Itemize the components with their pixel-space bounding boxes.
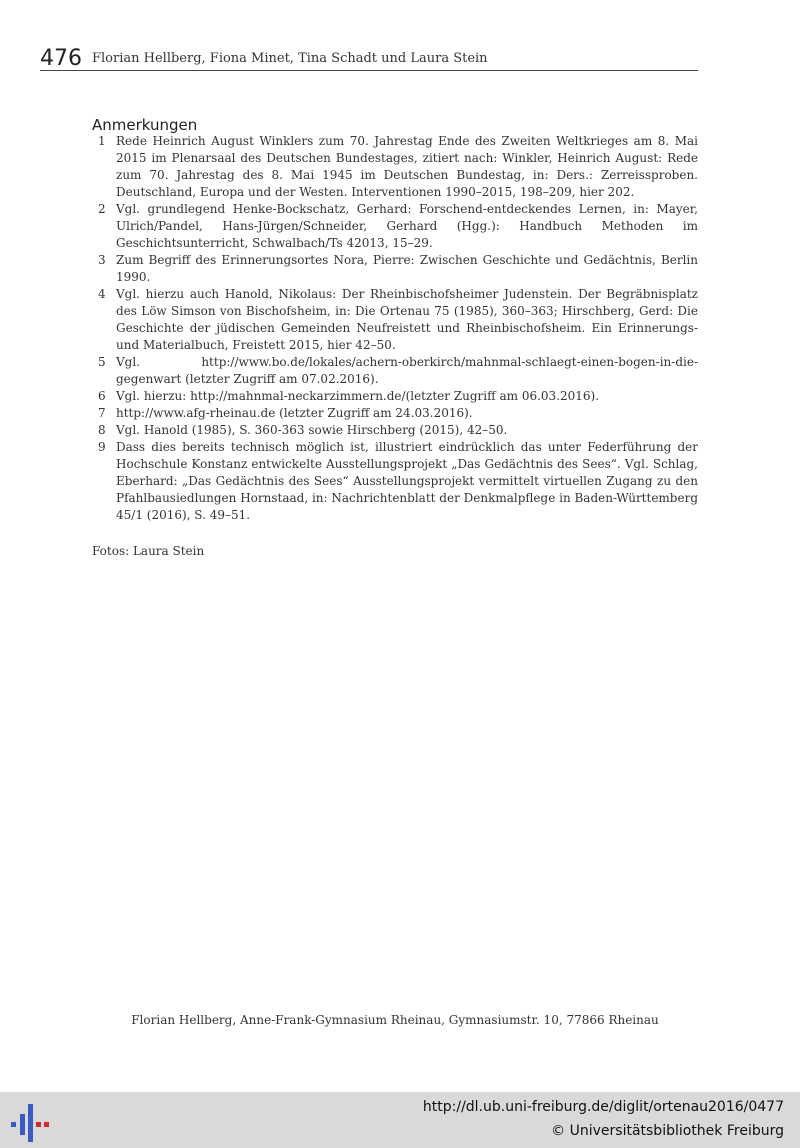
note-number: 7 bbox=[98, 406, 106, 420]
copyright-notice: © Universitätsbibliothek Freiburg bbox=[551, 1123, 784, 1139]
note-item bbox=[92, 439, 698, 524]
note-text: Zum Begriff des Erinnerungsortes Nora, Pierre: Zwischen Geschichte und Gedächtnis, Berlin 1990. bbox=[116, 253, 698, 284]
note-text: Dass dies bereits technisch möglich ist, illustriert eindrücklich das unter Federführung der Hochschule Konstanz entwickelte Ausstellungsprojekt „Das Gedächtnis des Sees“. Vgl. Schlag, Eberhard: „Das Gedächtnis des Sees“ Ausstellungsprojekt vermittelt virtuellen Zugang zu den Pfahlbausiedlungen Hornstaad, in: Nachrichtenblatt der Denkmalpflege in Baden-Württemberg 45/1 (2016), S. 49–51. bbox=[116, 440, 699, 522]
author-address: Florian Hellberg, Anne-Frank-Gymnasium Rheinau, Gymnasiumstr. 10, 77866 Rheinau bbox=[131, 1013, 659, 1027]
library-logo-icon bbox=[8, 1100, 52, 1144]
library-footer bbox=[0, 1092, 800, 1148]
section-title: Anmerkungen bbox=[92, 116, 198, 135]
note-text: Vgl. http://www.bo.de/lokales/achern-oberkirch/mahnmal-schlaegt-einen-bogen-in-die-gegenwart (letzter Zugriff am 07.02.2016). bbox=[116, 355, 698, 386]
note-number: 6 bbox=[98, 389, 106, 403]
page-header bbox=[40, 48, 698, 71]
note-item bbox=[92, 252, 698, 286]
note-item bbox=[92, 388, 698, 405]
note-text: Vgl. Hanold (1985), S. 360-363 sowie Hirschberg (2015), 42–50. bbox=[116, 423, 508, 437]
note-text: Rede Heinrich August Winklers zum 70. Jahrestag Ende des Zweiten Weltkrieges am 8. Mai 2015 im Plenarsaal des Deutschen Bundestages, zitiert nach: Winkler, Heinrich August: Rede zum 70. Jahrestag des 8. Mai 1945 im Deutschen Bundestag, in: Ders.: Zerreissproben. Deutschland, Europa und der Westen. Interventionen 1990–2015, 198–209, hier 202. bbox=[116, 134, 698, 199]
note-item bbox=[92, 286, 698, 354]
note-item bbox=[92, 201, 698, 252]
note-text: http://www.afg-rheinau.de (letzter Zugriff am 24.03.2016). bbox=[116, 406, 473, 420]
note-item bbox=[92, 405, 698, 422]
note-number: 8 bbox=[98, 423, 106, 437]
notes-list bbox=[92, 133, 698, 524]
digitization-link[interactable]: http://dl.ub.uni-freiburg.de/diglit/ortenau2016/0477 bbox=[422, 1099, 784, 1115]
note-number: 1 bbox=[98, 134, 106, 148]
note-item bbox=[92, 354, 698, 388]
note-text: Vgl. hierzu auch Hanold, Nikolaus: Der Rheinbischofsheimer Judenstein. Der Begräbnisplatz des Löw Simson von Bischofsheim, in: Die Ortenau 75 (1985), 360–363; Hirschberg, Gerd: Die Geschichte der jüdischen Gemeinden Neufreistett und Rheinbischofsheim. Ein Erinnerungs- und Materialbuch, Freistett 2015, hier 42–50. bbox=[116, 287, 698, 352]
note-item bbox=[92, 133, 698, 201]
note-number: 2 bbox=[98, 202, 106, 216]
note-number: 3 bbox=[98, 253, 106, 267]
note-number: 9 bbox=[98, 440, 106, 454]
note-number: 4 bbox=[98, 287, 106, 301]
note-item bbox=[92, 422, 698, 439]
running-head: Florian Hellberg, Fiona Minet, Tina Schadt und Laura Stein bbox=[92, 51, 488, 66]
photo-credit: Fotos: Laura Stein bbox=[92, 544, 205, 558]
note-text: Vgl. hierzu: http://mahnmal-neckarzimmern.de/(letzter Zugriff am 06.03.2016). bbox=[116, 389, 600, 403]
note-number: 5 bbox=[98, 355, 106, 369]
page-number: 476 bbox=[40, 46, 82, 71]
note-text: Vgl. grundlegend Henke-Bockschatz, Gerhard: Forschend-entdeckendes Lernen, in: Mayer, Ulrich/Pandel, Hans-Jürgen/Schneider, Gerhard (Hgg.): Handbuch Methoden im Geschichtsunterricht, Schwalbach/Ts 42013, 15–29. bbox=[116, 202, 698, 250]
